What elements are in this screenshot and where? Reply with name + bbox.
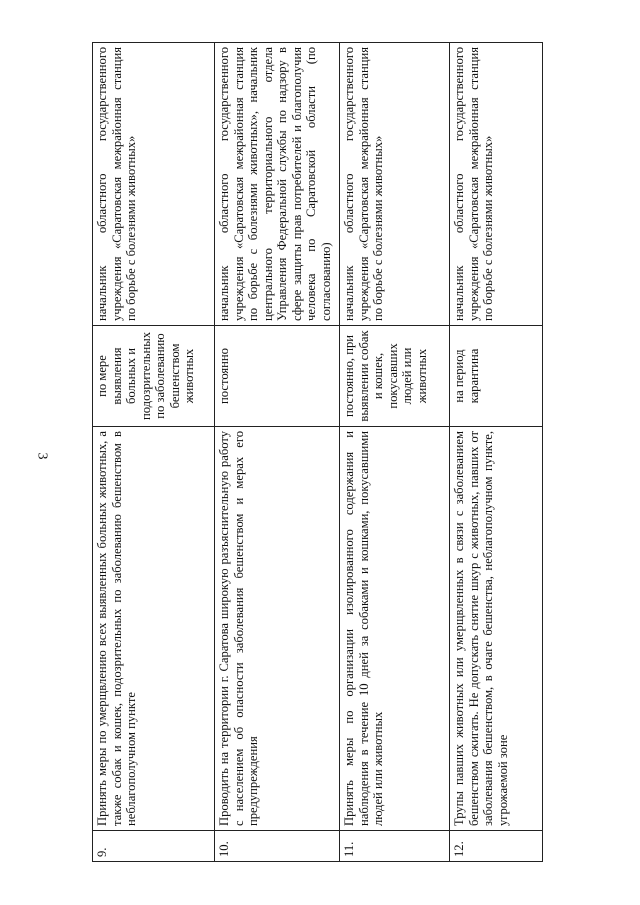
document-sheet xyxy=(92,42,542,862)
term-cell: постоянно, при выявлении собак и кошек, покусавших людей или животных xyxy=(340,326,450,427)
measures-table xyxy=(92,42,543,862)
row-number: 10. xyxy=(215,831,340,862)
measure-cell: Трупы павших животных или умерщвленных в связи с заболеванием бешенством сжигать. Не допускать снятие шкур с животных, павших от заболевания бешенством, в очаге бешенства, неблагополучном пункте, угрожаемой зоне xyxy=(450,427,543,831)
page-number: 3 xyxy=(34,452,50,460)
measure-cell: Проводить на территории г. Саратова широкую разъяснительную работу с населением об опасности заболевания бешенством и мерах его предупреждения xyxy=(215,427,340,831)
row-number: 9. xyxy=(93,831,215,862)
table-row xyxy=(450,43,543,862)
measure-cell: Принять меры по умерщвлению всех выявленных больных животных, а также собак и кошек, подозрительных по заболеванию бешенством в неблагополучном пункте xyxy=(93,427,215,831)
row-number: 11. xyxy=(340,831,450,862)
table-row xyxy=(93,43,215,862)
responsible-cell: начальник областного государственного учреждения «Саратовская межрайонная станция по борьбе с болезнями животных» xyxy=(93,43,215,326)
responsible-cell: начальник областного государственного учреждения «Саратовская межрайонная станция по борьбе с болезнями животных» xyxy=(450,43,543,326)
table-row xyxy=(340,43,450,862)
measure-cell: Принять меры по организации изолированного содержания и наблюдения в течение 10 дней за собаками и кошками, покусавшими людей или животных xyxy=(340,427,450,831)
term-cell: постоянно xyxy=(215,326,340,427)
table-row xyxy=(215,43,340,862)
responsible-cell: начальник областного государственного учреждения «Саратовская межрайонная станция по борьбе с болезнями животных», начальник центрального территориального отдела Управления Федеральной службы по надзору в сфере защиты прав потребителей и благополучия человека по Саратовской области (по согласованию) xyxy=(215,43,340,326)
term-cell: на период карантина xyxy=(450,326,543,427)
rotated-table-container xyxy=(92,42,542,862)
term-cell: по мере выявления больных и подозрительных по заболеванию бешенством животных xyxy=(93,326,215,427)
responsible-cell: начальник областного государственного учреждения «Саратовская межрайонная станция по борьбе с болезнями животных» xyxy=(340,43,450,326)
row-number: 12. xyxy=(450,831,543,862)
